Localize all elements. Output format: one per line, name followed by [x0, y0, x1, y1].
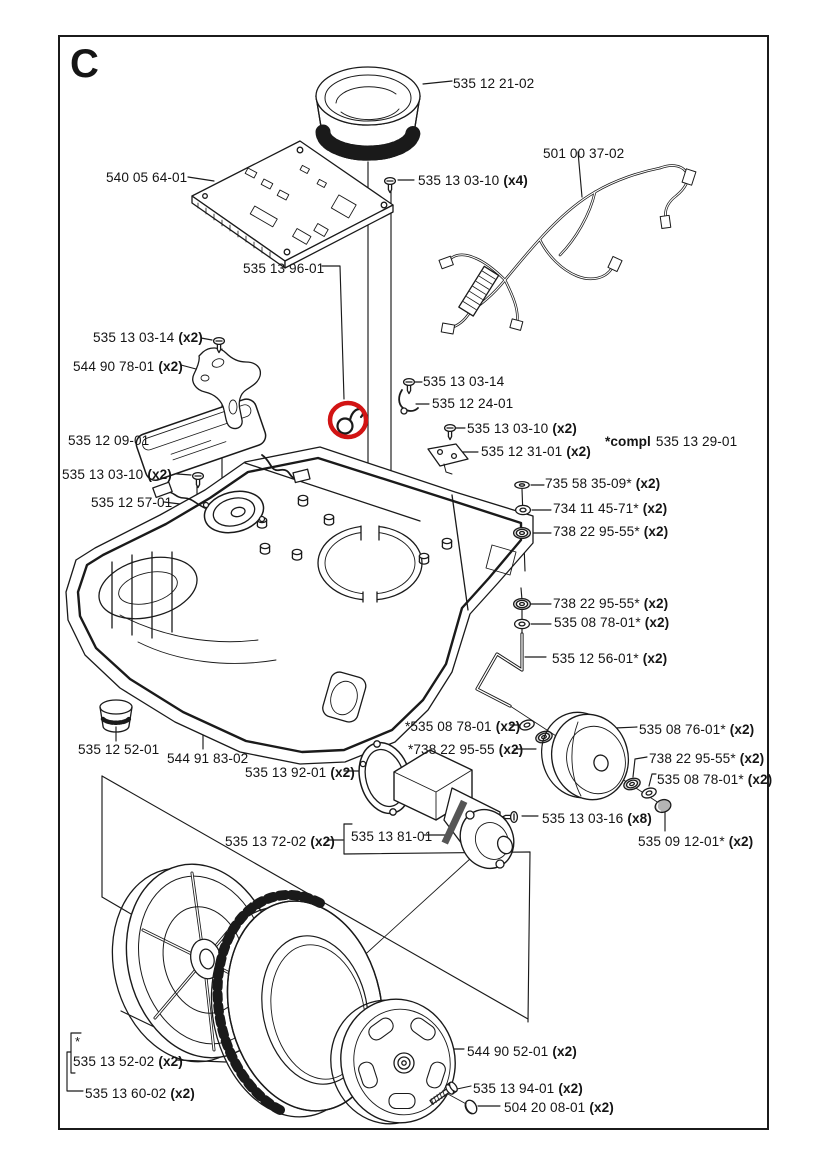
part-label-535087801x2a: 535 08 78-01* (x2) [554, 615, 670, 630]
axle-rod-part [477, 634, 522, 706]
part-label-535122102: 535 12 21-02 [453, 76, 535, 91]
note-compl: *compl 535 13 29-01 [605, 434, 738, 449]
part-label-535136002x2: 535 13 60-02 (x2) [85, 1086, 195, 1101]
part-label-535135202x2: 535 13 52-02 (x2) [73, 1054, 183, 1069]
drum-part [316, 67, 420, 160]
part-label-544905201x2: 544 90 52-01 (x2) [467, 1044, 577, 1059]
part-label-535130310x2a: 535 13 03-10 (x2) [62, 467, 172, 482]
part-label-535139401x2: 535 13 94-01 (x2) [473, 1081, 583, 1096]
wiring-harness-part [439, 166, 696, 334]
part-label-535130314: 535 13 03-14 [423, 374, 505, 389]
part-label-535137202x2: 535 13 72-02 (x2) [225, 834, 335, 849]
part-label-535130316x8: 535 13 03-16 (x8) [542, 811, 652, 826]
part-label-535125601x2: 535 12 56-01* (x2) [552, 651, 668, 666]
hook-part [338, 409, 364, 433]
part-label-535120901: 535 12 09-01 [68, 433, 150, 448]
part-label-738229555x2c: 738 22 95-55* (x2) [649, 751, 765, 766]
part-label-504200801x2: 504 20 08-01 (x2) [504, 1100, 614, 1115]
part-label-734114571x2: 734 11 45-71* (x2) [553, 501, 668, 516]
part-label-535139201x2: 535 13 92-01 (x2) [245, 765, 355, 780]
part-label-535130310x2b: 535 13 03-10 (x2) [467, 421, 577, 436]
part-label-738229555x2a: 738 22 95-55* (x2) [553, 524, 669, 539]
part-label-535139601: 535 13 96-01 [243, 261, 325, 276]
wheel-hub-part [532, 704, 638, 809]
part-label-535125201: 535 12 52-01 [78, 742, 160, 757]
part-label-540056401: 540 05 64-01 [106, 170, 188, 185]
plate-part [428, 444, 468, 474]
part-label-535091201x2: 535 09 12-01* (x2) [638, 834, 754, 849]
part-label-535130314x2: 535 13 03-14 (x2) [93, 330, 203, 345]
part-label-535122401: 535 12 24-01 [432, 396, 514, 411]
part-label-535138101: 535 13 81-01 [351, 829, 433, 844]
part-label-535130310x4: 535 13 03-10 (x4) [418, 173, 528, 188]
footnote-star: * [75, 1034, 81, 1049]
part-label-535087601x2: 535 08 76-01* (x2) [639, 722, 755, 737]
part-label-735583509x2: 735 58 35-09* (x2) [545, 476, 661, 491]
part-label-535087801star: *535 08 78-01 (x2) [405, 719, 521, 734]
cap-part [653, 798, 672, 815]
part-label-501003702: 501 00 37-02 [543, 146, 625, 161]
part-label-535087801x2b: 535 08 78-01* (x2) [657, 772, 773, 787]
motor-assembly-part [394, 750, 523, 877]
part-label-535125701: 535 12 57-01 [91, 495, 173, 510]
part-label-544907801x2: 544 90 78-01 (x2) [73, 359, 183, 374]
wheel-cap-part [463, 1098, 479, 1116]
part-label-544918302: 544 91 83-02 [167, 751, 249, 766]
sheet-letter: C [70, 42, 99, 86]
part-label-738229555star: *738 22 95-55 (x2) [408, 742, 524, 757]
part-label-535123101x2: 535 12 31-01 (x2) [481, 444, 591, 459]
part-label-738229555x2b: 738 22 95-55* (x2) [553, 596, 669, 611]
